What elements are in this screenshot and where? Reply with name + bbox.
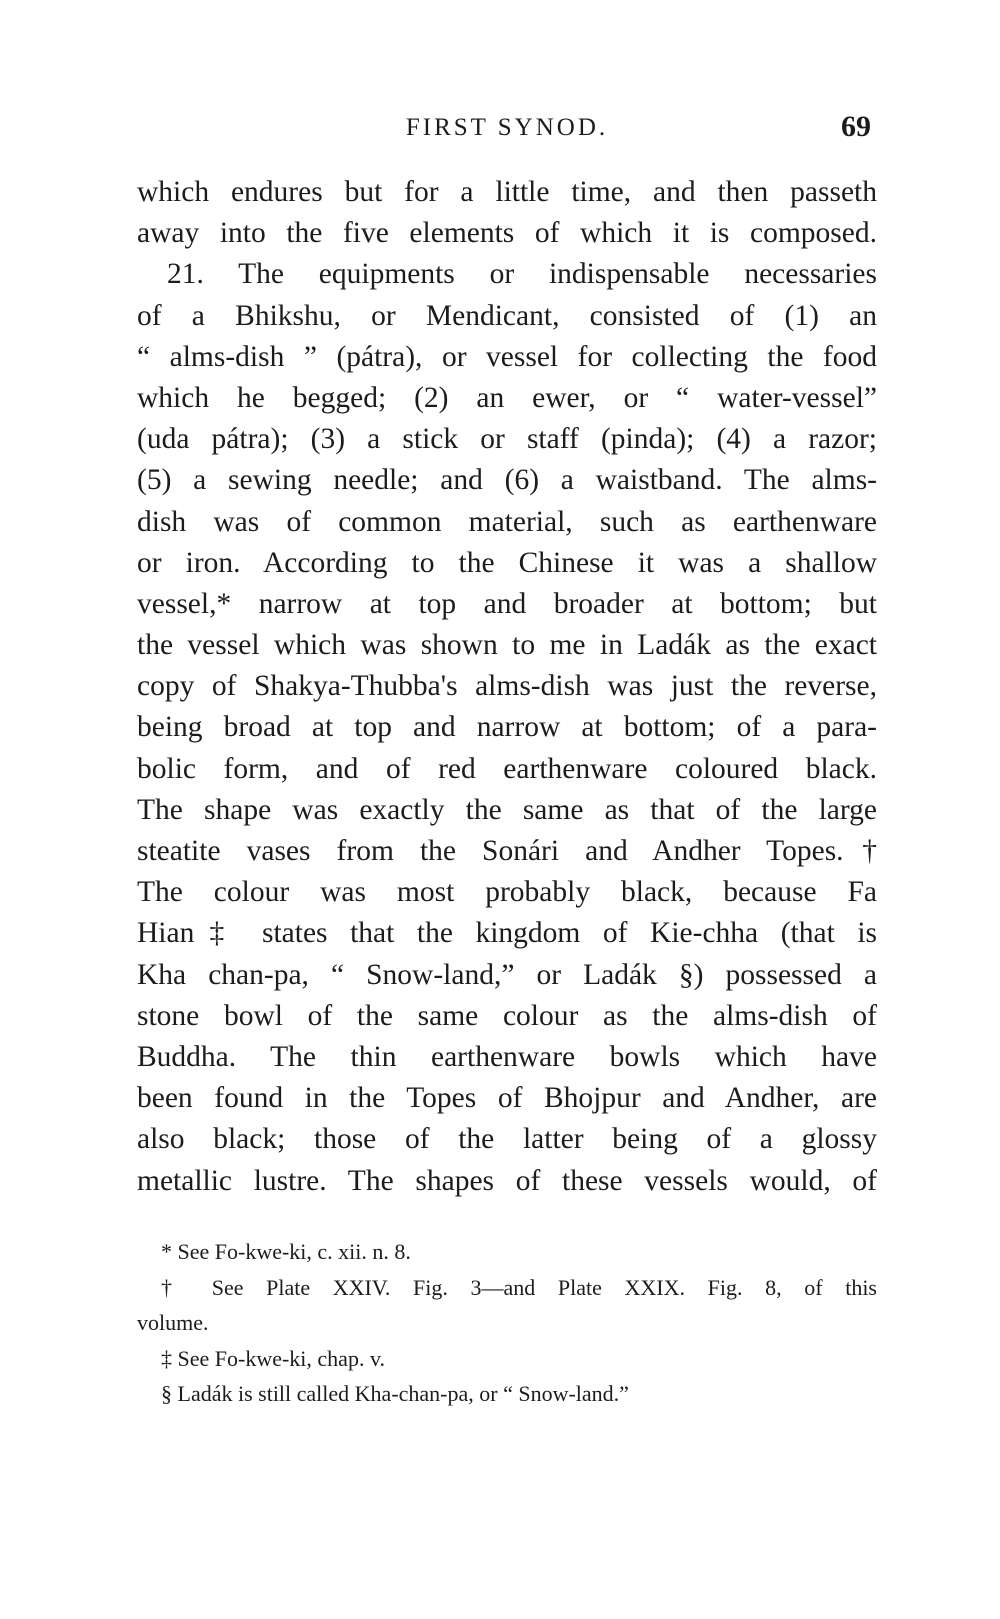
text-line: or iron. According to the Chinese it was a shallow: [137, 546, 877, 579]
footnote: § Ladák is still called Kha-chan-pa, or “ Snow-land.”: [161, 1381, 629, 1406]
text-line: also black; those of the latter being of a glossy: [137, 1123, 877, 1156]
footnote: ‡ See Fo-kwe-ki, chap. v.: [161, 1345, 386, 1371]
footnote: * See Fo-kwe-ki, c. xii. n. 8.: [161, 1239, 411, 1264]
text-line: The shape was exactly the same as that of the large: [137, 793, 877, 826]
text-line: bolic form, and of red earthenware coloured black.: [137, 752, 877, 785]
text-line: vessel,* narrow at top and broader at bottom; but: [137, 587, 877, 620]
text-line: been found in the Topes of Bhojpur and Andher, are: [137, 1082, 877, 1115]
text-line: dish was of common material, such as earthenware: [137, 505, 877, 538]
body-text: [137, 172, 877, 1202]
text-line: Hian‡ states that the kingdom of Kie-chha (that is: [137, 917, 877, 950]
page-number: 69: [841, 110, 871, 143]
text-line: “ alms-dish ” (pátra), or vessel for collecting the food: [137, 340, 877, 373]
text-line: copy of Shakya-Thubba's alms-dish was just the reverse,: [137, 670, 877, 703]
text-line: Buddha. The thin earthenware bowls which have: [137, 1040, 877, 1073]
text-line: (uda pátra); (3) a stick or staff (pinda); (4) a razor;: [137, 423, 877, 456]
text-line: which he begged; (2) an ewer, or “ water-vessel”: [137, 381, 877, 414]
text-line: which endures but for a little time, and then passeth: [137, 176, 877, 208]
footnote-continuation: volume.: [137, 1310, 209, 1335]
text-line: away into the five elements of which it is composed.: [137, 217, 877, 250]
text-line: The colour was most probably black, because Fa: [137, 876, 877, 909]
footnotes: [137, 1234, 877, 1412]
text-line: metallic lustre. The shapes of these vessels would, of: [137, 1164, 877, 1197]
text-line: the vessel which was shown to me in Ladák as the exact: [137, 629, 877, 662]
text-line: 21. The equipments or indispensable necessaries: [167, 258, 877, 291]
running-head: [137, 110, 877, 150]
text-line: stone bowl of the same colour as the alms-dish of: [137, 999, 877, 1032]
text-line: Kha chan-pa, “ Snow-land,” or Ladák §) possessed a: [137, 958, 877, 991]
text-line: being broad at top and narrow at bottom; of a para-: [137, 711, 877, 744]
text-line: steatite vases from the Sonári and Andher Topes.†: [137, 835, 877, 867]
running-title: FIRST SYNOD.: [405, 114, 609, 141]
footnote: † See Plate XXIV. Fig. 3—and Plate XXIX. Fig. 8, of this: [161, 1274, 877, 1300]
text-line: (5) a sewing needle; and (6) a waistband. The alms-: [137, 464, 877, 497]
text-line: of a Bhikshu, or Mendicant, consisted of (1) an: [137, 299, 877, 332]
